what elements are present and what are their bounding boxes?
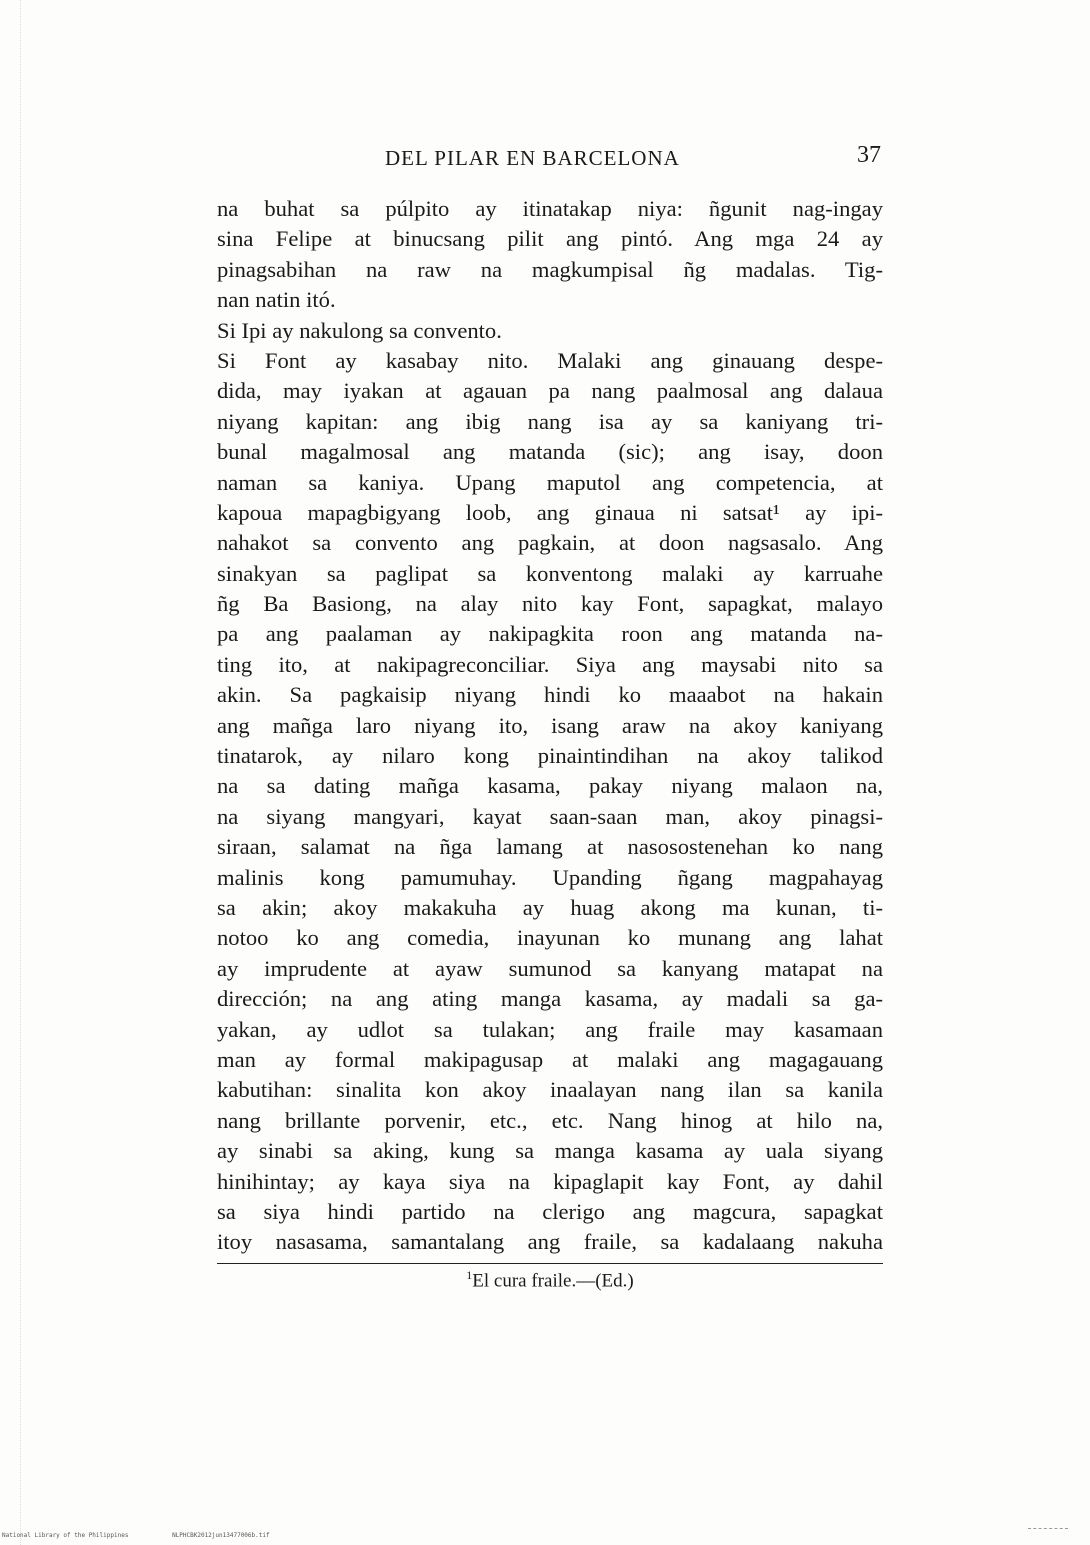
scan-edge-mark bbox=[1028, 1528, 1068, 1529]
text-line: malinis kong pamumuhay. Upanding ñgang magpahayag bbox=[217, 864, 883, 890]
page-header bbox=[217, 142, 881, 174]
text-line: na buhat sa púlpito ay itinatakap niya: ñgunit nag-ingay bbox=[217, 196, 883, 221]
text-line: pinagsabihan na raw na magkumpisal ñg madalas. Tig- bbox=[217, 256, 883, 282]
text-line: kapoua mapagbigyang loob, ang ginaua ni satsat¹ ay ipi- bbox=[217, 499, 883, 525]
footnote-text: El cura fraile.—(Ed.) bbox=[472, 1270, 634, 1292]
body-text bbox=[217, 194, 883, 1258]
text-line: dida, may iyakan at agauan pa nang paalmosal ang dalaua bbox=[217, 378, 883, 404]
text-line: dirección; na ang ating manga kasama, ay madali sa ga- bbox=[217, 986, 883, 1012]
running-title: DEL PILAR EN BARCELONA bbox=[385, 146, 680, 170]
text-line: notoo ko ang comedia, inayunan ko munang ang lahat bbox=[217, 925, 883, 951]
footnote-marker: 1 bbox=[466, 1268, 473, 1282]
text-line: ting ito, at nakipagreconciliar. Siya ang maysabi nito sa bbox=[217, 651, 883, 677]
text-line: siraan, salamat na ñga lamang at nasosostenehan ko nang bbox=[217, 834, 883, 860]
footnote bbox=[217, 1268, 883, 1292]
text-line: itoy nasasama, samantalang ang fraile, sa kadalaang nakuha bbox=[217, 1229, 883, 1255]
scan-footer bbox=[2, 1532, 270, 1539]
text-line: sa siya hindi partido na clerigo ang magcura, sapagkat bbox=[217, 1198, 883, 1224]
text-line: na sa dating mañga kasama, pakay niyang malaon na, bbox=[217, 773, 883, 799]
text-line: na siyang mangyari, kayat saan-saan man, akoy pinagsi- bbox=[217, 803, 883, 829]
text-line: ñg Ba Basiong, na alay nito kay Font, sapagkat, malayo bbox=[217, 591, 883, 617]
text-line: naman sa kaniya. Upang maputol ang competencia, at bbox=[217, 469, 883, 495]
scan-edge bbox=[6, 0, 21, 1545]
text-line: man ay formal makipagusap at malaki ang magagauang bbox=[217, 1046, 883, 1072]
text-line: pa ang paalaman ay nakipagkita roon ang matanda na- bbox=[217, 621, 883, 647]
text-line: bunal magalmosal ang matanda (sic); ang isay, doon bbox=[217, 439, 883, 465]
text-line: ay imprudente at ayaw sumunod sa kanyang matapat na bbox=[217, 955, 883, 981]
footnote-rule bbox=[217, 1263, 883, 1264]
text-line: nan natin itó. bbox=[217, 287, 336, 313]
text-line: ay sinabi sa aking, kung sa manga kasama ay uala siyang bbox=[217, 1138, 883, 1164]
page-number: 37 bbox=[857, 142, 881, 168]
scan-library-label: National Library of the Philippines bbox=[2, 1532, 129, 1539]
text-line: nahakot sa convento ang pagkain, at doon nagsasalo. Ang bbox=[217, 530, 883, 556]
text-line: kabutihan: sinalita kon akoy inaalayan nang ilan sa kanila bbox=[217, 1077, 883, 1103]
text-line: Si Ipi ay nakulong sa convento. bbox=[217, 317, 502, 343]
text-line: sa akin; akoy makakuha ay huag akong ma kunan, ti- bbox=[217, 894, 883, 920]
text-line: hinihintay; ay kaya siya na kipaglapit kay Font, ay dahil bbox=[217, 1168, 883, 1194]
text-line: nang brillante porvenir, etc., etc. Nang hinog at hilo na, bbox=[217, 1107, 883, 1133]
text-line: tinatarok, ay nilaro kong pinaintindihan na akoy talikod bbox=[217, 743, 883, 769]
scan-file-id: NLPHCBK2012jun13477006b.tif bbox=[172, 1532, 270, 1539]
text-line: akin. Sa pagkaisip niyang hindi ko maaabot na hakain bbox=[217, 682, 883, 708]
text-line: Si Font ay kasabay nito. Malaki ang ginauang despe- bbox=[217, 347, 883, 373]
text-line: yakan, ay udlot sa tulakan; ang fraile may kasamaan bbox=[217, 1016, 883, 1042]
text-line: sina Felipe at binucsang pilit ang pintó. Ang mga 24 ay bbox=[217, 226, 883, 252]
text-line: sinakyan sa paglipat sa konventong malaki ay karruahe bbox=[217, 560, 883, 586]
text-line: ang mañga laro niyang ito, isang araw na akoy kaniyang bbox=[217, 712, 883, 738]
text-line: niyang kapitan: ang ibig nang isa ay sa kaniyang tri- bbox=[217, 408, 883, 434]
